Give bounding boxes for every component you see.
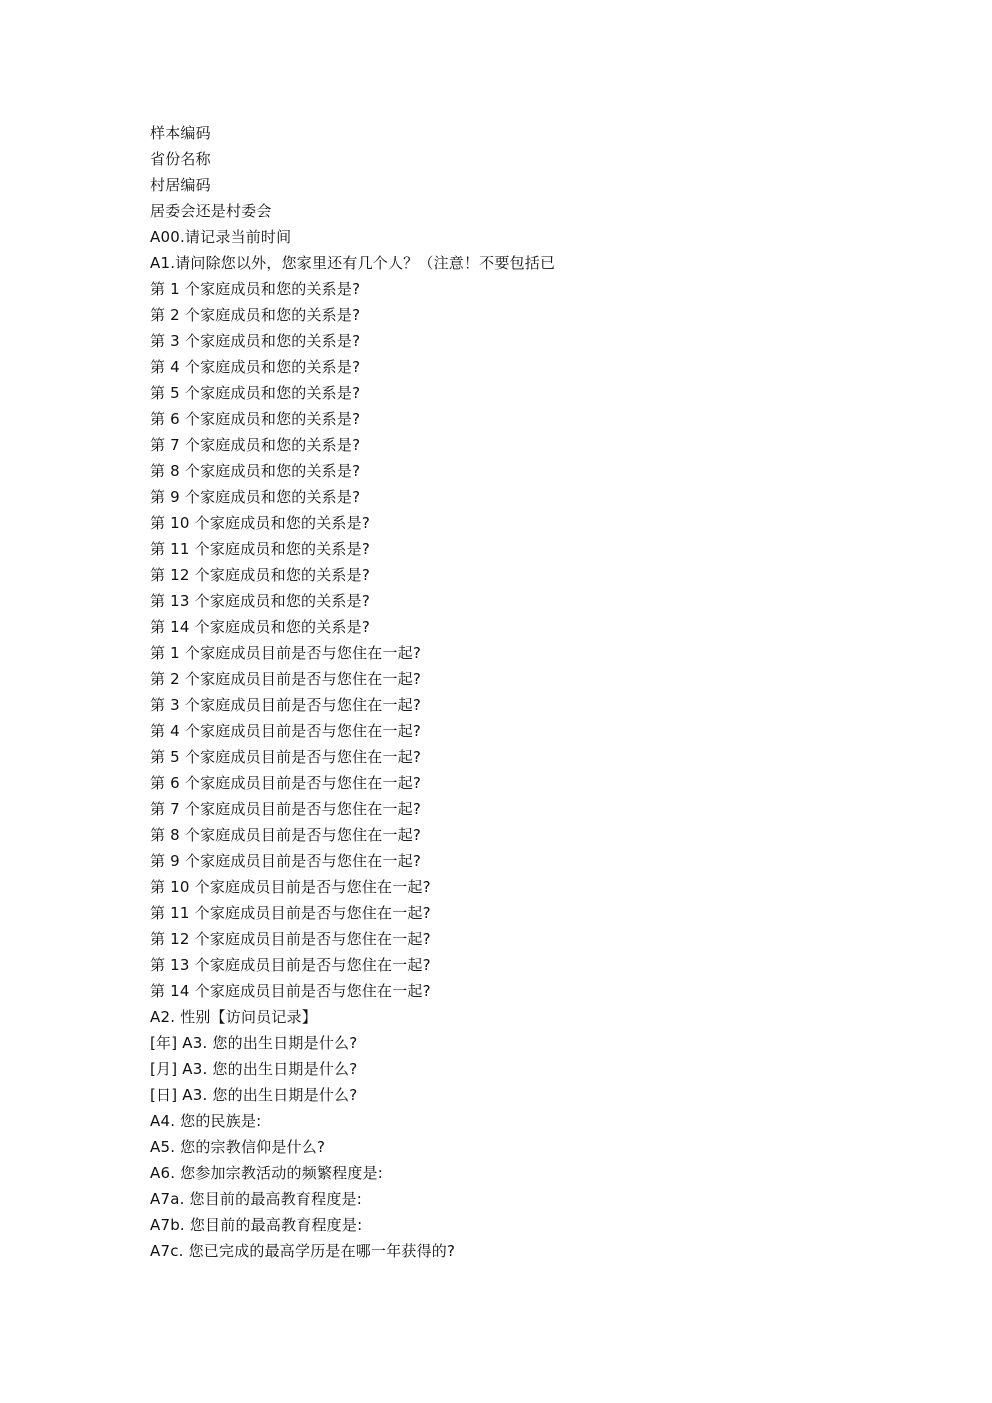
questionnaire-line: A7c. 您已完成的最高学历是在哪一年获得的? xyxy=(150,1242,456,1260)
questionnaire-line: 第 6 个家庭成员目前是否与您住在一起? xyxy=(150,774,422,792)
questionnaire-line: 第 14 个家庭成员目前是否与您住在一起? xyxy=(150,982,431,1000)
questionnaire-line: 第 5 个家庭成员目前是否与您住在一起? xyxy=(150,748,422,766)
questionnaire-line: 第 10 个家庭成员和您的关系是? xyxy=(150,514,370,532)
questionnaire-line: 第 7 个家庭成员和您的关系是? xyxy=(150,436,361,454)
questionnaire-line: 第 1 个家庭成员目前是否与您住在一起? xyxy=(150,644,422,662)
questionnaire-line: 第 14 个家庭成员和您的关系是? xyxy=(150,618,370,636)
questionnaire-line: 第 8 个家庭成员目前是否与您住在一起? xyxy=(150,826,422,844)
questionnaire-line: 第 12 个家庭成员目前是否与您住在一起? xyxy=(150,930,431,948)
questionnaire-line: 第 4 个家庭成员和您的关系是? xyxy=(150,358,361,376)
questionnaire-line: 第 7 个家庭成员目前是否与您住在一起? xyxy=(150,800,422,818)
questionnaire-line: 第 10 个家庭成员目前是否与您住在一起? xyxy=(150,878,431,896)
questionnaire-line: 第 5 个家庭成员和您的关系是? xyxy=(150,384,361,402)
questionnaire-line: 第 9 个家庭成员目前是否与您住在一起? xyxy=(150,852,422,870)
questionnaire-line: 第 9 个家庭成员和您的关系是? xyxy=(150,488,361,506)
questionnaire-line: 第 3 个家庭成员目前是否与您住在一起? xyxy=(150,696,422,714)
questionnaire-line: 第 11 个家庭成员和您的关系是? xyxy=(150,540,370,558)
questionnaire-line: A1.请问除您以外，您家里还有几个人？（注意！不要包括已 xyxy=(150,254,556,272)
questionnaire-line: 村居编码 xyxy=(150,176,211,194)
questionnaire-line: 第 13 个家庭成员和您的关系是? xyxy=(150,592,370,610)
questionnaire-line: 第 13 个家庭成员目前是否与您住在一起? xyxy=(150,956,431,974)
questionnaire-line: 居委会还是村委会 xyxy=(150,202,272,220)
questionnaire-line: A4. 您的民族是: xyxy=(150,1112,262,1130)
questionnaire-line: 第 8 个家庭成员和您的关系是? xyxy=(150,462,361,480)
questionnaire-line: 第 3 个家庭成员和您的关系是? xyxy=(150,332,361,350)
questionnaire-line: A2. 性别【访问员记录】 xyxy=(150,1008,317,1026)
questionnaire-line: A6. 您参加宗教活动的频繁程度是: xyxy=(150,1164,383,1182)
questionnaire-line: [年] A3. 您的出生日期是什么? xyxy=(150,1034,358,1052)
questionnaire-item-list xyxy=(150,120,930,1264)
questionnaire-line: [月] A3. 您的出生日期是什么? xyxy=(150,1060,358,1078)
questionnaire-line: 样本编码 xyxy=(150,124,211,142)
questionnaire-line: A5. 您的宗教信仰是什么? xyxy=(150,1138,326,1156)
questionnaire-line: 第 12 个家庭成员和您的关系是? xyxy=(150,566,370,584)
questionnaire-line: A7a. 您目前的最高教育程度是: xyxy=(150,1190,362,1208)
questionnaire-line: 第 2 个家庭成员和您的关系是? xyxy=(150,306,361,324)
questionnaire-line: 第 4 个家庭成员目前是否与您住在一起? xyxy=(150,722,422,740)
questionnaire-line: A00.请记录当前时间 xyxy=(150,228,292,246)
questionnaire-line: 第 11 个家庭成员目前是否与您住在一起? xyxy=(150,904,431,922)
questionnaire-line: 第 1 个家庭成员和您的关系是? xyxy=(150,280,361,298)
questionnaire-line: 第 2 个家庭成员目前是否与您住在一起? xyxy=(150,670,422,688)
questionnaire-line: A7b. 您目前的最高教育程度是: xyxy=(150,1216,363,1234)
questionnaire-line: 省份名称 xyxy=(150,150,211,168)
questionnaire-line: 第 6 个家庭成员和您的关系是? xyxy=(150,410,361,428)
questionnaire-line: [日] A3. 您的出生日期是什么? xyxy=(150,1086,358,1104)
